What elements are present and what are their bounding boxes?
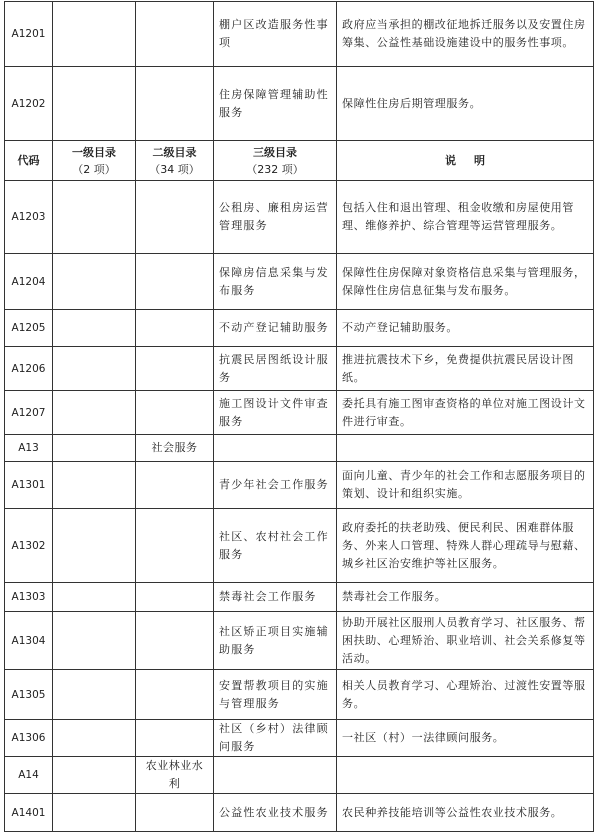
- level1-cell: [53, 2, 136, 67]
- code-cell: A1206: [5, 347, 53, 391]
- level1-cell: [53, 757, 136, 794]
- table-row: [5, 181, 594, 254]
- description-cell: 政府委托的扶老助残、便民利民、困难群体服务、外来人口管理、特殊人群心理疏导与慰藉、城乡社区治安维护等社区服务。: [337, 509, 594, 583]
- level3-cell: 公益性农业技术服务: [214, 794, 337, 832]
- level2-cell: 社会服务: [136, 435, 214, 462]
- table-row: [5, 67, 594, 141]
- service-catalog-table: [4, 1, 594, 832]
- level2-cell: [136, 310, 214, 347]
- code-cell: A1205: [5, 310, 53, 347]
- header-level3-count: （232 项）: [246, 162, 304, 176]
- table-row: [5, 794, 594, 832]
- level3-cell: 社区、农村社会工作服务: [214, 509, 337, 583]
- level1-cell: [53, 391, 136, 435]
- description-cell: 农民种养技能培训等公益性农业技术服务。: [337, 794, 594, 832]
- code-cell: A13: [5, 435, 53, 462]
- description-cell: 保障性住房保障对象资格信息采集与管理服务，保障性住房信息征集与发布服务。: [337, 254, 594, 310]
- level3-cell: 施工图设计文件审查服务: [214, 391, 337, 435]
- header-code: 代码: [5, 141, 53, 181]
- code-cell: A1207: [5, 391, 53, 435]
- level1-cell: [53, 612, 136, 670]
- level2-cell: [136, 612, 214, 670]
- level3-cell: 青少年社会工作服务: [214, 462, 337, 509]
- code-cell: A1304: [5, 612, 53, 670]
- description-cell: [337, 435, 594, 462]
- table-row: [5, 583, 594, 612]
- level3-cell: 社区（乡村）法律顾问服务: [214, 720, 337, 757]
- code-cell: A1306: [5, 720, 53, 757]
- level1-cell: [53, 254, 136, 310]
- level1-cell: [53, 310, 136, 347]
- level2-cell: [136, 720, 214, 757]
- description-cell: 推进抗震技术下乡，免费提供抗震民居设计图纸。: [337, 347, 594, 391]
- level1-cell: [53, 509, 136, 583]
- level1-cell: [53, 181, 136, 254]
- table-row: [5, 509, 594, 583]
- description-cell: 保障性住房后期管理服务。: [337, 67, 594, 141]
- header-level3: [214, 141, 337, 181]
- level1-cell: [53, 462, 136, 509]
- level3-cell: 保障房信息采集与发布服务: [214, 254, 337, 310]
- header-level2-title: 二级目录: [152, 145, 197, 159]
- level2-cell: [136, 67, 214, 141]
- code-cell: A1201: [5, 2, 53, 67]
- level3-cell: 抗震民居图纸设计服务: [214, 347, 337, 391]
- description-cell: 面向儿童、青少年的社会工作和志愿服务项目的策划、设计和组织实施。: [337, 462, 594, 509]
- level1-cell: [53, 347, 136, 391]
- code-cell: A1305: [5, 670, 53, 720]
- code-cell: A1401: [5, 794, 53, 832]
- level2-cell: [136, 2, 214, 67]
- header-description: 说明: [337, 141, 594, 181]
- table-row: [5, 757, 594, 794]
- level2-cell: [136, 670, 214, 720]
- table-row: [5, 720, 594, 757]
- level1-cell: [53, 794, 136, 832]
- header-level1-title: 一级目录: [72, 145, 116, 159]
- level3-cell: [214, 757, 337, 794]
- table-row: [5, 462, 594, 509]
- level2-cell: [136, 794, 214, 832]
- level2-cell: [136, 391, 214, 435]
- header-level2-count: （34 项）: [149, 162, 200, 176]
- level1-cell: [53, 670, 136, 720]
- description-cell: 政府应当承担的棚改征地拆迁服务以及安置住房筹集、公益性基础设施建设中的服务性事项。: [337, 2, 594, 67]
- level3-cell: [214, 435, 337, 462]
- header-level1: [53, 141, 136, 181]
- level3-cell: 禁毒社会工作服务: [214, 583, 337, 612]
- level2-cell: [136, 583, 214, 612]
- code-cell: A1301: [5, 462, 53, 509]
- level2-cell: [136, 181, 214, 254]
- description-cell: 禁毒社会工作服务。: [337, 583, 594, 612]
- level1-cell: [53, 720, 136, 757]
- level2-cell: [136, 462, 214, 509]
- level1-cell: [53, 583, 136, 612]
- level1-cell: [53, 67, 136, 141]
- code-cell: A1302: [5, 509, 53, 583]
- table-row: [5, 2, 594, 67]
- level2-cell: [136, 509, 214, 583]
- table-row: [5, 435, 594, 462]
- table-header-row: [5, 141, 594, 181]
- header-level3-title: 三级目录: [253, 145, 297, 159]
- description-cell: 一社区（村）一法律顾问服务。: [337, 720, 594, 757]
- description-cell: 包括入住和退出管理、租金收缴和房屋使用管理、维修养护、综合管理等运营管理服务。: [337, 181, 594, 254]
- code-cell: A1202: [5, 67, 53, 141]
- description-cell: 不动产登记辅助服务。: [337, 310, 594, 347]
- level1-cell: [53, 435, 136, 462]
- description-cell: 委托具有施工图审查资格的单位对施工图设计文件进行审查。: [337, 391, 594, 435]
- level2-cell: 农业林业水利: [136, 757, 214, 794]
- level2-cell: [136, 347, 214, 391]
- code-cell: A1203: [5, 181, 53, 254]
- header-level1-count: （2 项）: [72, 162, 116, 176]
- level3-cell: 安置帮教项目的实施与管理服务: [214, 670, 337, 720]
- table-row: [5, 310, 594, 347]
- level3-cell: 住房保障管理辅助性服务: [214, 67, 337, 141]
- table-row: [5, 391, 594, 435]
- code-cell: A1204: [5, 254, 53, 310]
- level3-cell: 社区矫正项目实施辅助服务: [214, 612, 337, 670]
- description-cell: 相关人员教育学习、心理矫治、过渡性安置等服务。: [337, 670, 594, 720]
- table-row: [5, 670, 594, 720]
- header-level2: [136, 141, 214, 181]
- table-row: [5, 254, 594, 310]
- code-cell: A1303: [5, 583, 53, 612]
- level3-cell: 不动产登记辅助服务: [214, 310, 337, 347]
- table-row: [5, 612, 594, 670]
- code-cell: A14: [5, 757, 53, 794]
- description-cell: [337, 757, 594, 794]
- description-cell: 协助开展社区服刑人员教育学习、社区服务、帮困扶助、心理矫治、职业培训、社会关系修复等活动。: [337, 612, 594, 670]
- level2-cell: [136, 254, 214, 310]
- level3-cell: 公租房、廉租房运营管理服务: [214, 181, 337, 254]
- level3-cell: 棚户区改造服务性事项: [214, 2, 337, 67]
- table-row: [5, 347, 594, 391]
